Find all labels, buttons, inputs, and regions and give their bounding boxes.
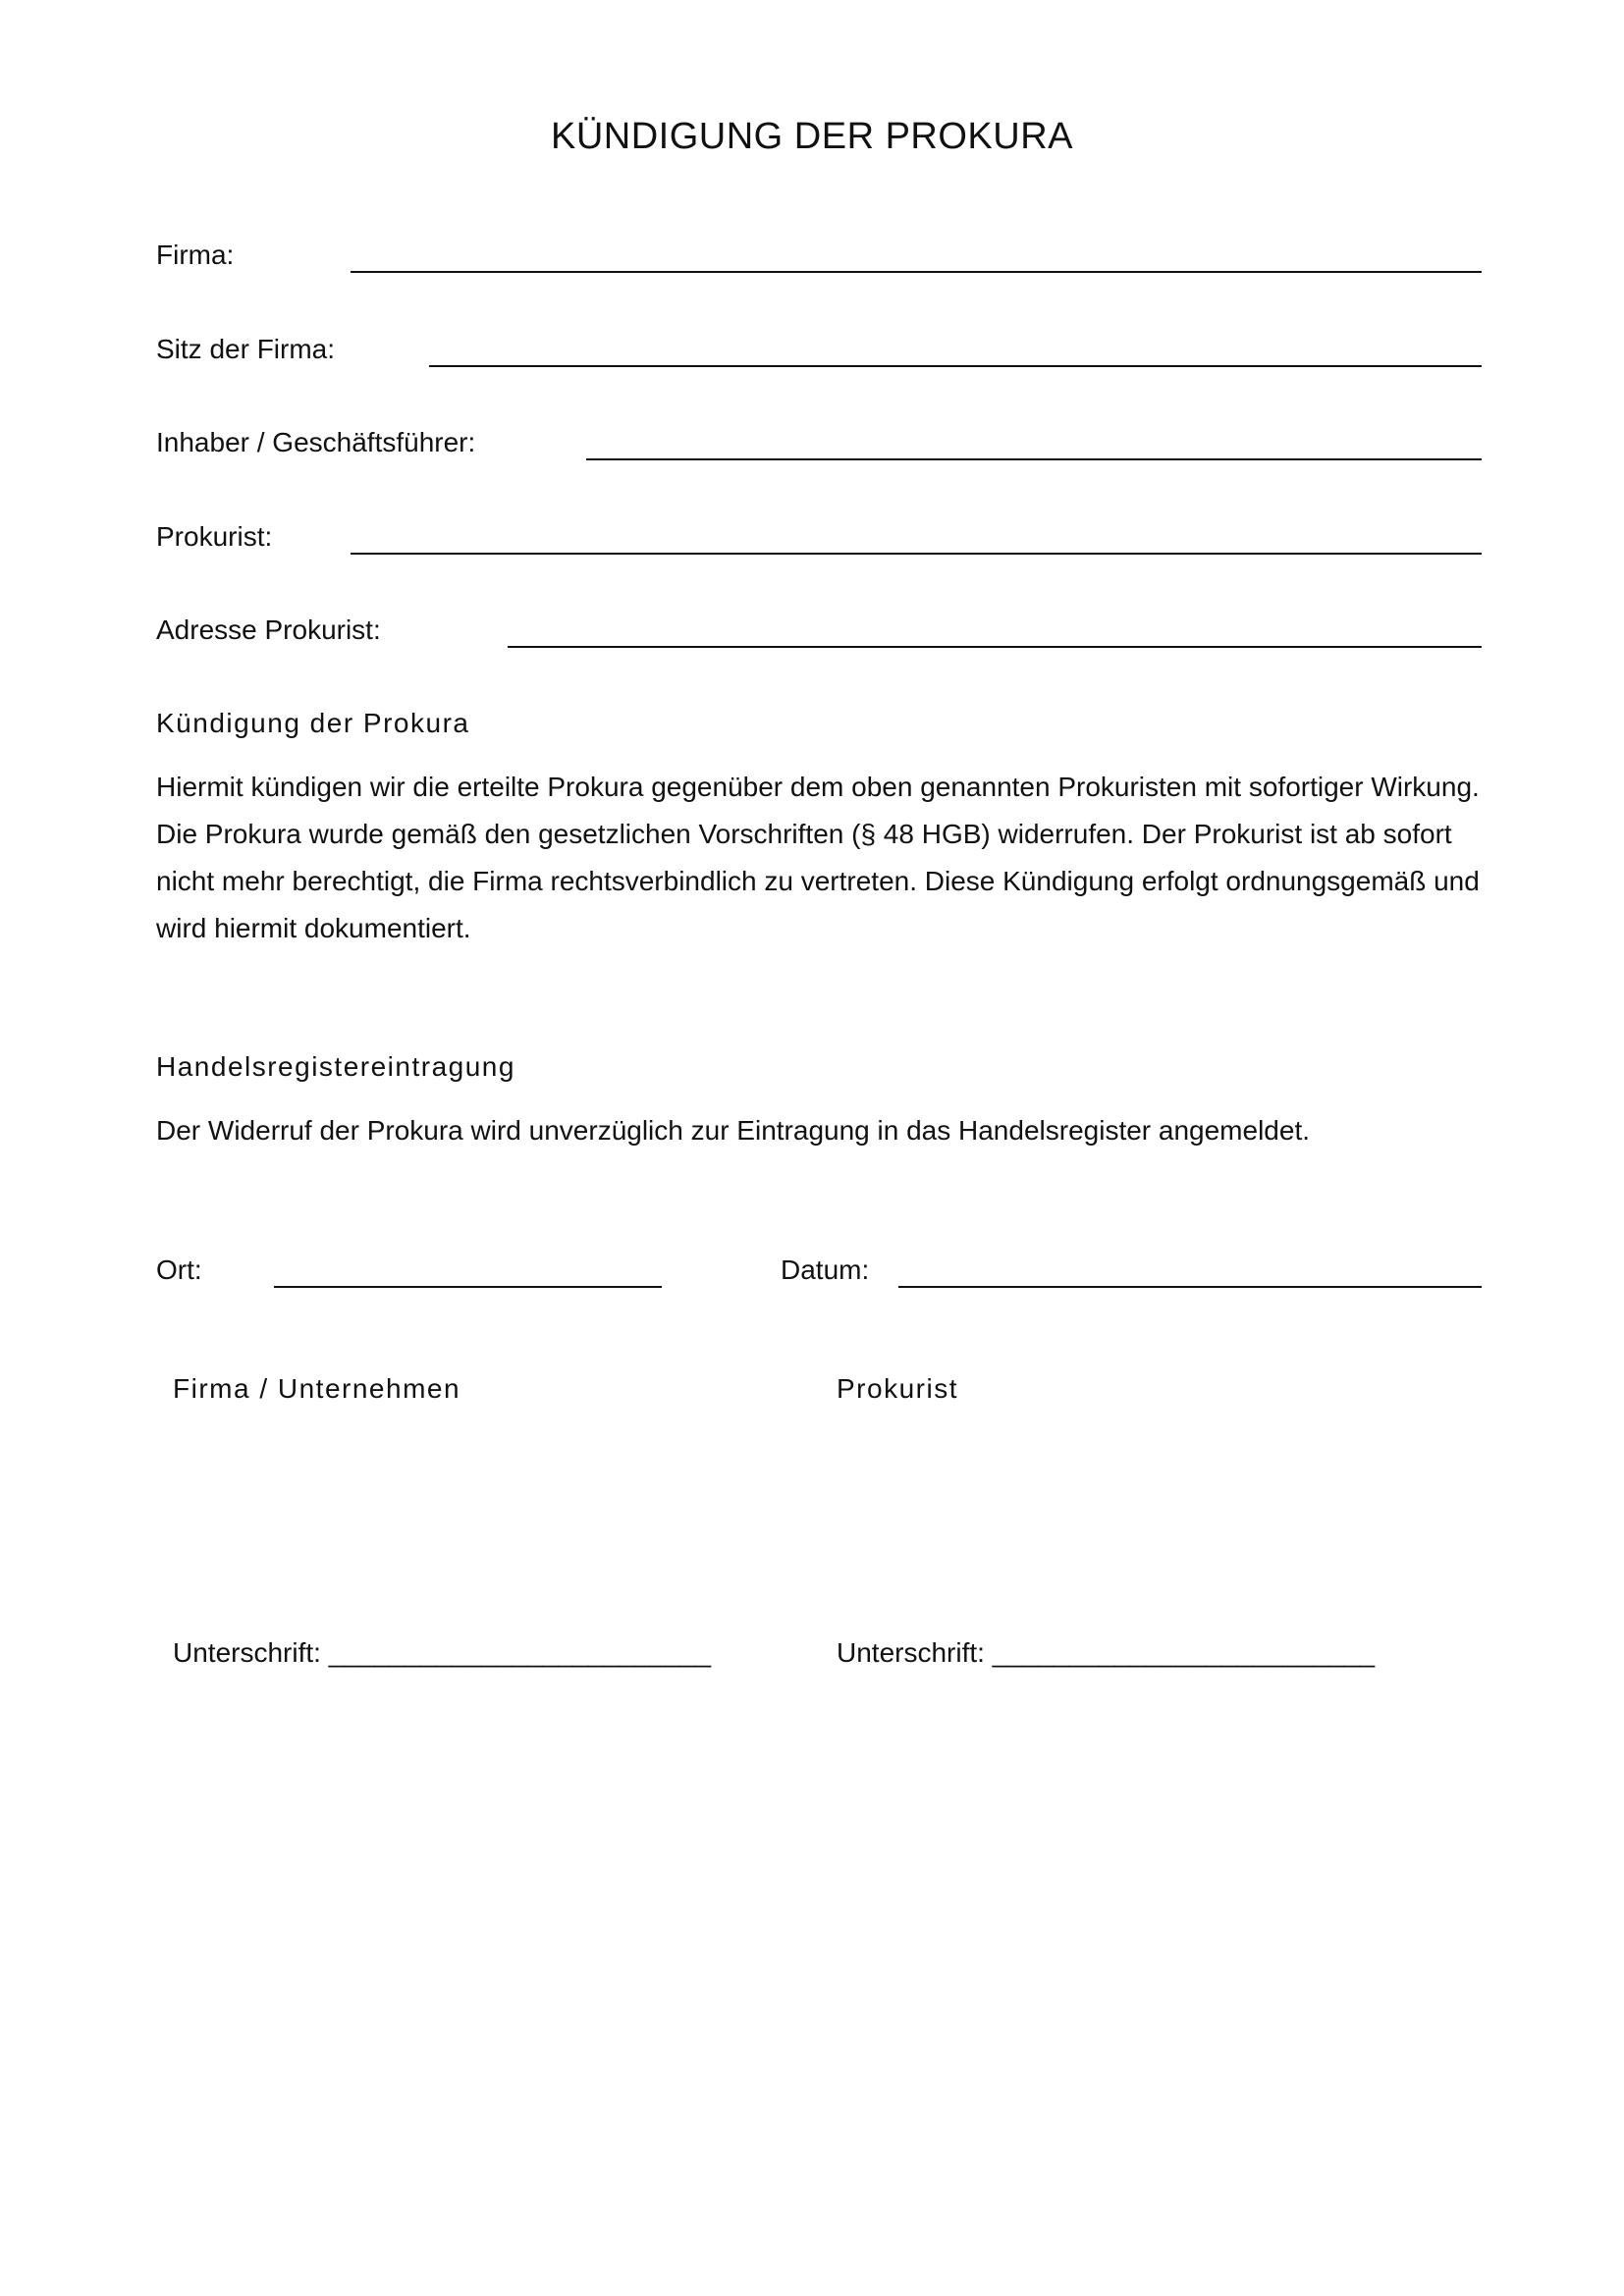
datum-field-line[interactable] — [898, 1286, 1482, 1288]
signature-left-heading: Firma / Unternehmen — [173, 1373, 461, 1404]
ort-label: Ort: — [156, 1255, 202, 1285]
adresse-label: Adresse Prokurist: — [156, 614, 381, 645]
kuendigung-text: Hiermit kündigen wir die erteilte Prokura gegenüber dem oben genannten Prokuristen mit sofortiger Wirkung. Die Prokura wurde gemäß den gesetzlichen Vorschriften (§ 48 HGB) widerrufen. Der Prokurist ist ab sofort nicht mehr berechtigt, die Firma rechtsverbindlich zu vertreten. Diese Kündigung erfolgt ordnungsgemäß und wird hiermit dokumentiert. — [156, 772, 1480, 943]
datum-label: Datum: — [781, 1255, 870, 1285]
ort-field-line[interactable] — [274, 1286, 662, 1288]
firma-field-line[interactable] — [351, 271, 1482, 273]
document-title: KÜNDIGUNG DER PROKURA — [551, 116, 1073, 157]
inhaber-label: Inhaber / Geschäftsführer: — [156, 427, 476, 457]
sitz-label: Sitz der Firma: — [156, 334, 336, 364]
inhaber-field-line[interactable] — [586, 458, 1482, 460]
handelsregister-heading: Handelsregistereintragung — [156, 1051, 515, 1082]
signature-right-heading: Prokurist — [837, 1373, 958, 1404]
sitz-field-line[interactable] — [429, 365, 1482, 367]
signature-left-line[interactable]: Unterschrift: _________________________ — [173, 1637, 712, 1668]
prokurist-field-line[interactable] — [351, 553, 1482, 555]
adresse-field-line[interactable] — [508, 646, 1482, 648]
kuendigung-heading: Kündigung der Prokura — [156, 708, 470, 738]
prokurist-label: Prokurist: — [156, 521, 273, 552]
firma-label: Firma: — [156, 240, 235, 270]
handelsregister-text: Der Widerruf der Prokura wird unverzüglich zur Eintragung in das Handelsregister angemeldet. — [156, 1115, 1311, 1146]
signature-right-line[interactable]: Unterschrift: _________________________ — [837, 1637, 1376, 1668]
